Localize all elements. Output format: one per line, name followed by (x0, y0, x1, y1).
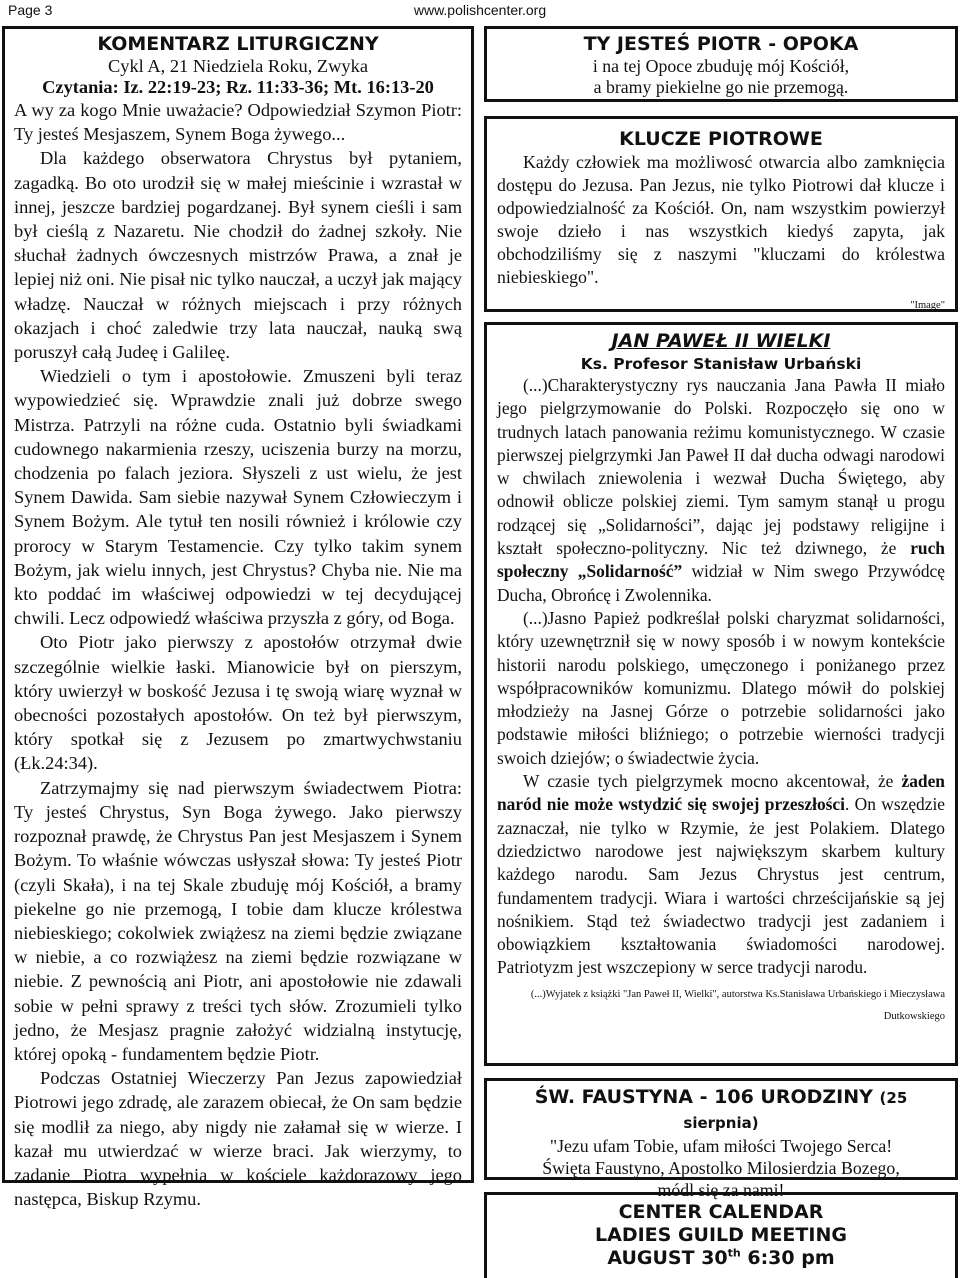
faustyna-line: "Jezu ufam Tobie, ufam miłości Twojego Serca! (549, 1136, 893, 1156)
jp2-author: Ks. Profesor Stanisław Urbański (580, 355, 862, 373)
opoka-box (484, 26, 958, 102)
jp2-text: . On wszędzie zaznaczał, nie tylko w Rzymie, że jest Polakiem. Dlatego dziedzictwo narodowe jest największym skarbem kultury każdego narodu. Sam Jezus Chrystus jest centrum, fundamentem tradycji. Wiara i wartości chrześcijańskie są jej nośnikiem. Stąd też świadectwo tradycji jest zadaniem i obowiązkiem kształtowania świadomości narodowej. Patriotyzm jest wszczepiony w serce tradycji narodu. (497, 794, 946, 978)
liturgy-box (2, 26, 474, 1210)
calendar-box (484, 1192, 958, 1278)
calendar-date-text: AUGUST 30 (607, 1247, 728, 1269)
jp2-bold-text: ruch społeczny „Solidarność” (497, 538, 945, 582)
klucze-box (484, 116, 958, 312)
jp2-bold-text: żaden naród nie może wstydzić się swojej przeszłości (497, 771, 945, 815)
page-number: Page 3 (8, 2, 53, 18)
liturgy-subtitle: Cykl A, 21 Niedziela Roku, Zwyka (108, 56, 368, 76)
jp2-box (484, 322, 958, 1066)
opoka-line: a bramy piekielne go nie przemogą. (593, 77, 849, 97)
faustyna-title (495, 1085, 947, 1135)
calendar-title: CENTER CALENDAR (618, 1201, 824, 1223)
calendar-date (495, 1247, 947, 1270)
jp2-text: (...)Charakterystyczny rys nauczania Jana Pawła II miało jego pielgrzymowanie do Polski. Rozpoczęło się ono w trudnych latach panowania reżimu komunistycznego. W czasie pierwszej pielgrzymki Jan Paweł II dał ducha odwagi narodowi w chwilach zniewolenia i wezwał Ducha Świętego, aby odnowił oblicze polskiej ziemi. Tym samym stanął u progu rodzącej się „Solidarności”, dając jej podstawy religijne i kształt społeczno-polityczny. Nic też dziwnego, że (497, 375, 945, 559)
image-placeholder: "Image" (910, 300, 945, 311)
klucze-title: KLUCZE PIOTROWE (619, 128, 823, 150)
liturgy-paragraph: Zatrzymajmy się nad pierwszym świadectwem Piotra: Ty jesteś Chrystus, Syn Boga żywego. Jako pierwszy rozpoznał prawdę, że Chrystus Pan jest Mesjaszem i Synem Bożym. To właśnie wówczas usłyszał słowa: Ty jesteś Piotr (czyli Skała), i na tej Skale zbuduję mój Kościół, a bramy piekelne go nie przemogą, I tobie dam klucze królestwa niebieskiego; cokolwiek zwiążesz na ziemi będzie związane w niebie, a co rozwiążesz na ziemi będzie rozwiązane w niebie. Z pewnością ani Piotr, ani apostołowie nie zdawali sobie w pełni sprawy z treści tych słów. Zrozumieli tylko jedno, że Mesjasz pragnie założyć widzialną instytucję, której opoką - fundamentem będzie Piotr. (14, 777, 462, 1064)
jp2-paragraph (497, 374, 945, 607)
faustyna-title-text: ŚW. FAUSTYNA - 106 URODZINY (534, 1086, 873, 1108)
page-header (8, 2, 952, 24)
liturgy-readings: Czytania: Iz. 22:19-23; Rz. 11:33-36; Mt. 16:13-20 (42, 77, 434, 97)
liturgy-title: KOMENTARZ LITURGICZNY (97, 33, 379, 55)
opoka-title: TY JESTEŚ PIOTR - OPOKA (583, 33, 859, 55)
faustyna-line: Święta Faustyno, Apostolko Milosierdzia Bozego, (542, 1158, 900, 1178)
liturgy-paragraph: Wiedzieli o tym i apostołowie. Zmuszeni byli teraz wypowiedzieć się. Wprawdzie znali już dobrze swego Mistrza. Patrzyli na różne cuda. Ostatnio byli świadkami cudownego nakarmienia rzeszy, uciszenia burzy na morzu, chodzenia po falach jeziora. Słyszeli z ust wielu, że jest Synem Dawida. Sam siebie nazywał Synem Człowieczym i Synem Bożym. Ale tytuł ten nosili również i królowie czy prorocy w Starym Testamencie. Czy tylko takim synem Bożym, jak wielu innych, jest Chrystus? Chyba nie. Nie ma kto poddać im właściwej odpowiedzi w tej decydującej chwili. Lecz odpowiedź właściwa przyszła z góry, od Boga. (14, 366, 462, 629)
jp2-text: W czasie tych pielgrzymek mocno akcentował, że (523, 771, 894, 792)
jp2-paragraph: (...)Jasno Papież podkreślał polski charyzmat solidarności, który uzewnętrznił się w nowy sposób i w nowym kontekście historii narodu polskiego, umęczonego i poniżanego przez współpracowników komunizmu. Dlatego mówił do polskiej młodzieży na Jasnej Górze o potrzebie solidarności jako podstawie miłości bliźniego; o potrzebie wierności tradycji swoich dziejów; o świadectwie życia. (497, 607, 945, 768)
liturgy-paragraph: Podczas Ostatniej Wieczerzy Pan Jezus zapowiedział Piotrowi jego zdradę, ale zarazem obiecał, że On sam będzie się modlił za niego, aby nigdy nie załamał się w wierze. I kazał mu utwierdzać w wierze braci. Jak wierzymy, to zadanie Piotra wypełnia w kościele każdorazowy jego następca, Biskup Rzymu. (14, 1068, 462, 1210)
klucze-body: Każdy człowiek ma możliwosć otwarcia albo zamknięcia dostępu do Jezusa. Pan Jezus, nie tylko Piotrowi dał klucze i odpowiedzialność za Kościół. On, nam wszystkim powierzył swoje dzieło i nas wszystkich kiedyś zapyta, jak obchodziliśmy się z naszymi "kluczami do królestwa niebieskiego". (497, 152, 945, 287)
calendar-date-suffix: th (727, 1246, 741, 1260)
calendar-time: 6:30 pm (747, 1247, 835, 1269)
liturgy-paragraph: Oto Piotr jako pierwszy z apostołów otrzymał dwie szczególnie wielkie łaski. Mianowicie był on pierszym, który uwierzył w boskość Jezusa i tę swoją wiarę wyznał w obecności pozostałych apostołów. On też był pierwszym, który spotkał się z Jezusem po zmartwychwstaniu (Łk.24:34). (14, 632, 462, 774)
faustyna-box (484, 1078, 958, 1200)
jp2-footnote: (...)Wyjatek z książki "Jan Paweł II, Wielki", autorstwa Ks.Stanisława Urbańskiego i Mieczysława Dutkowskiego (530, 988, 945, 1022)
opoka-line: i na tej Opoce zbuduję mój Kościół, (592, 56, 850, 76)
jp2-paragraph (497, 770, 945, 980)
faustyna-line: módl się za nami! (657, 1180, 785, 1200)
faustyna-date: (25 sierpnia) (683, 1089, 908, 1132)
jp2-title: JAN PAWEŁ II WIELKI (611, 330, 831, 352)
website-url[interactable]: www.polishcenter.org (413, 2, 547, 18)
liturgy-paragraph: A wy za kogo Mnie uważacie? Odpowiedział Szymon Piotr: Ty jesteś Mesjaszem, Synem Boga żywego... (14, 100, 462, 145)
jp2-text: widział w Nim swego Przywódcę Ducha, Obrońcę i Zwolennika. (497, 561, 945, 605)
calendar-event: LADIES GUILD MEETING (595, 1224, 847, 1246)
liturgy-paragraph: Dla każdego obserwatora Chrystus był pytaniem, zagadką. Bo oto urodził się w małej mieścinie i wzrastał w innej, jeszcze bardziej pogardzanej. Był synem cieśli i sam był cieślą z Nazaretu. Nie chodził do żadnej szkoły. Nie słuchał żadnych ówczesnych mistrzów Prawa, a znał je lepiej niż oni. Nie pisał nic tylko nauczał, a uczył jak mający władzę. Nauczał w różnych miejscach i przy różnych okazjach i choć zaledwie trzy lata nauczał, nauką swą poruszył całą Judeę i Galileę. (14, 148, 462, 363)
